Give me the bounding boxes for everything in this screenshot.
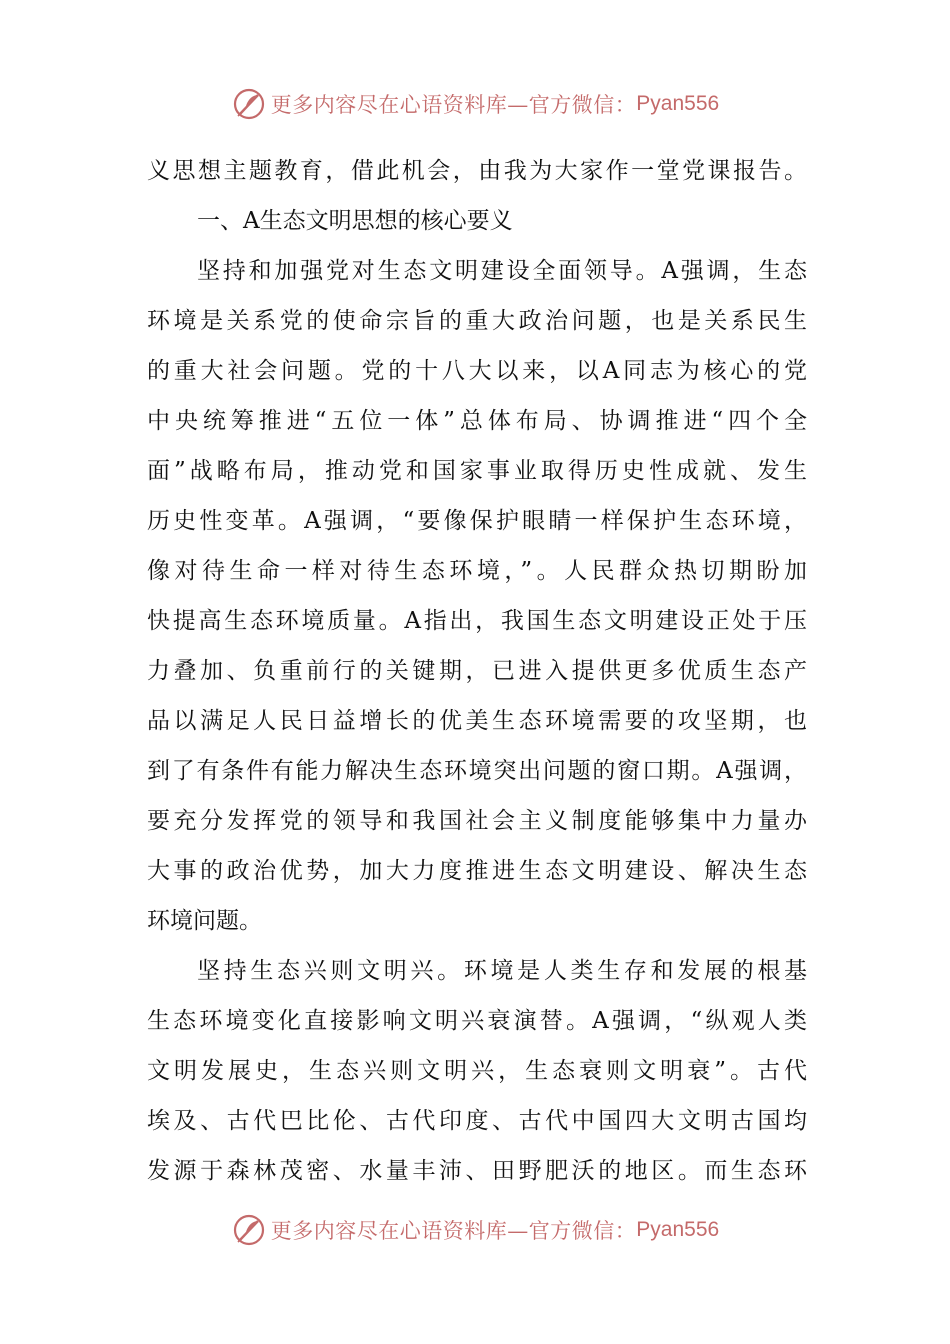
- body-line: 像对待生命一样对待生态环境，”。人民群众热切期盼加: [147, 558, 807, 584]
- body-line: 力叠加、负重前行的关键期，已进入提供更多优质生态产: [147, 658, 807, 684]
- body-line: 环境问题。: [147, 908, 262, 934]
- quill-seal-logo-icon: [231, 86, 267, 122]
- body-line: 坚持生态兴则文明兴。环境是人类生存和发展的根基: [197, 958, 807, 984]
- header-banner-text: 更多内容尽在心语资料库—官方微信：: [270, 93, 637, 117]
- body-line: 坚持和加强党对生态文明建设全面领导。A强调，生态: [197, 258, 807, 284]
- body-line: 环境是关系党的使命宗旨的重大政治问题，也是关系民生: [147, 308, 807, 334]
- footer-banner-id: Pyan556: [636, 1218, 720, 1241]
- body-line: 中央统筹推进“五位一体”总体布局、协调推进“四个全: [147, 408, 807, 434]
- body-line: 发源于森林茂密、水量丰沛、田野肥沃的地区。而生态环: [147, 1158, 807, 1184]
- section-heading: 一、A生态文明思想的核心要义: [197, 208, 513, 234]
- body-line: 的重大社会问题。党的十八大以来，以A同志为核心的党: [147, 358, 807, 384]
- header-banner-id: Pyan556: [636, 92, 720, 115]
- body-line: 义思想主题教育，借此机会，由我为大家作一堂党课报告。: [147, 158, 807, 184]
- footer-watermark-banner: [0, 1210, 950, 1250]
- body-line: 历史性变革。A强调，“要像保护眼睛一样保护生态环境，: [147, 508, 807, 534]
- document-body: [147, 146, 807, 1196]
- header-watermark-banner: [0, 84, 950, 124]
- body-line: 大事的政治优势，加大力度推进生态文明建设、解决生态: [147, 858, 807, 884]
- body-line: 埃及、古代巴比伦、古代印度、古代中国四大文明古国均: [147, 1108, 807, 1134]
- body-line: 生态环境变化直接影响文明兴衰演替。A强调，“纵观人类: [147, 1008, 807, 1034]
- body-line: 快提高生态环境质量。A指出，我国生态文明建设正处于压: [147, 608, 807, 634]
- body-line: 要充分发挥党的领导和我国社会主义制度能够集中力量办: [147, 808, 807, 834]
- footer-banner-text: 更多内容尽在心语资料库—官方微信：: [270, 1219, 637, 1243]
- body-line: 到了有条件有能力解决生态环境突出问题的窗口期。A强调，: [147, 758, 807, 784]
- body-line: 品以满足人民日益增长的优美生态环境需要的攻坚期，也: [147, 708, 807, 734]
- quill-seal-logo-icon: [231, 1212, 267, 1248]
- body-line: 文明发展史，生态兴则文明兴，生态衰则文明衰”。古代: [147, 1058, 807, 1084]
- body-line: 面”战略布局，推动党和国家事业取得历史性成就、发生: [147, 458, 807, 484]
